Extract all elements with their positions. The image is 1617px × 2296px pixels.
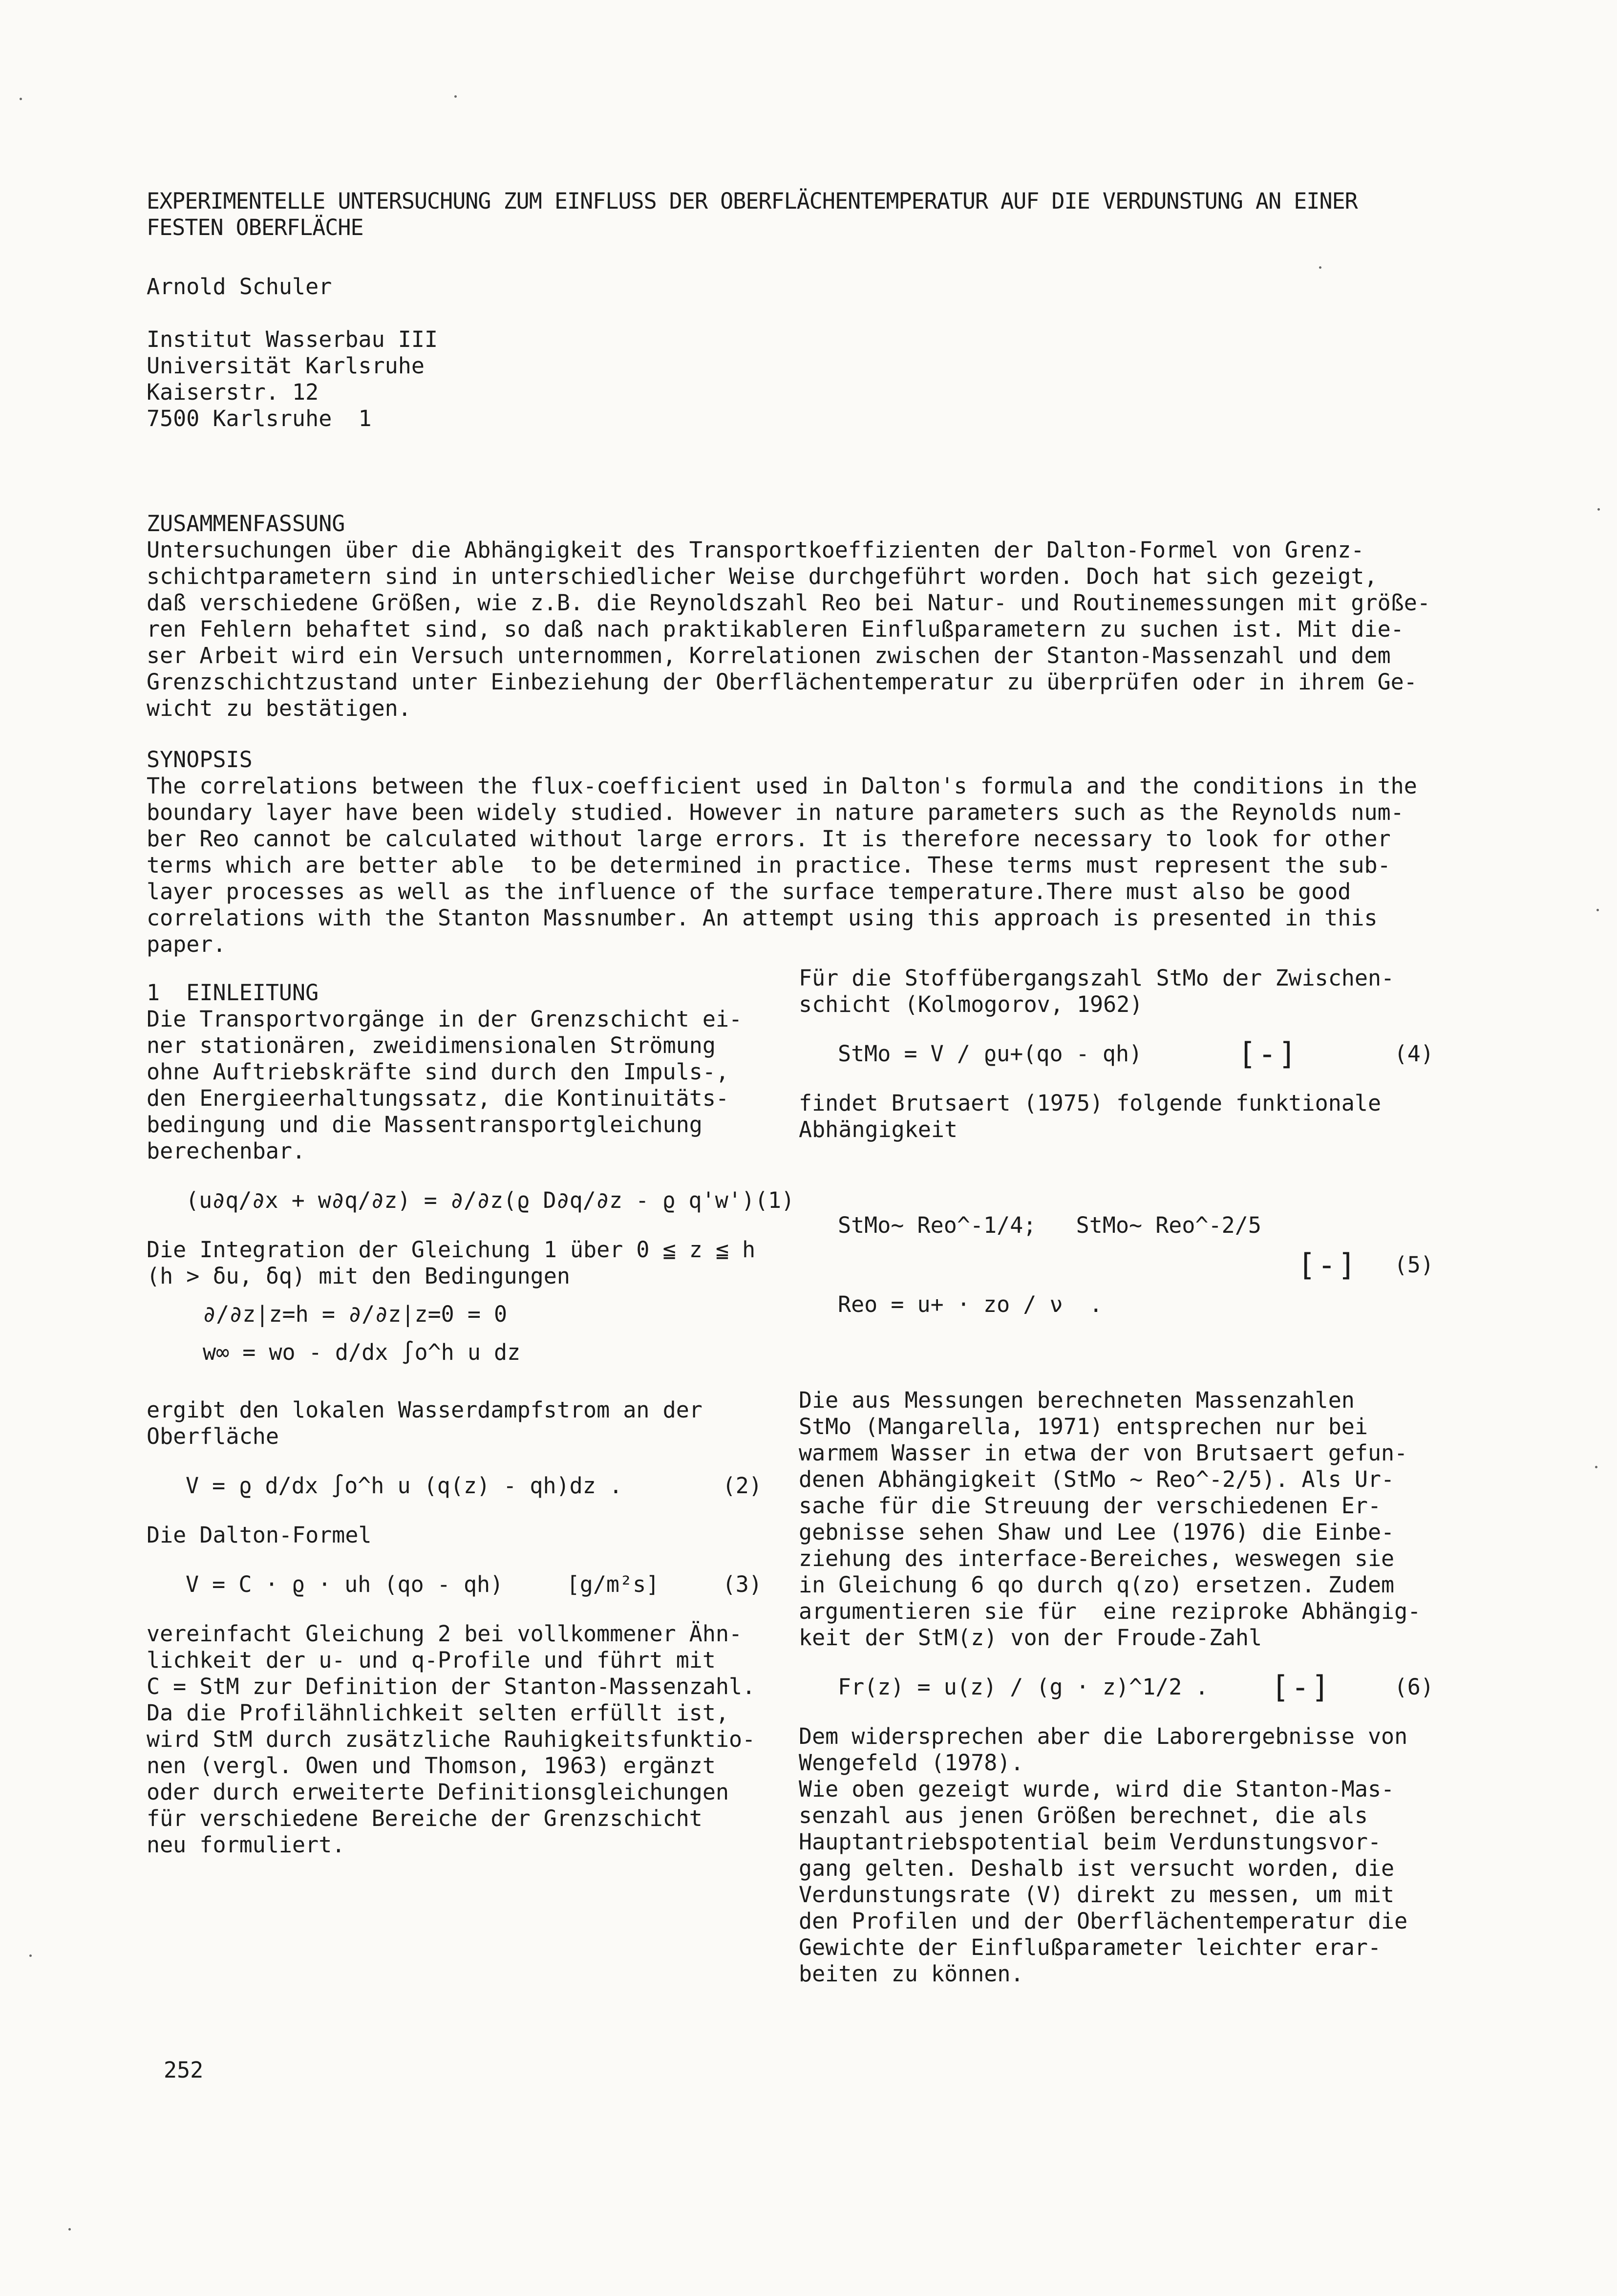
synopsis-line: layer processes as well as the influence of the surface temperature.There must also be good xyxy=(147,879,1351,904)
abstract-line: daß verschiedene Größen, wie z.B. die Reynoldszahl Reo bei Natur- und Routinemessungen mit größe- xyxy=(147,590,1430,616)
equation-5 xyxy=(799,1159,1434,1371)
equation-number: (5) xyxy=(1394,1252,1434,1278)
body-line: lichkeit der u- und q-Profile und führt mit xyxy=(147,1647,716,1673)
scan-speck xyxy=(1595,1466,1597,1468)
address-line: 7500 Karlsruhe 1 xyxy=(147,406,372,431)
title-line: EXPERIMENTELLE UNTERSUCHUNG ZUM EINFLUSS DER OBERFLÄCHENTEMPERATUR AUF DIE VERDUNSTUNG AN EINER xyxy=(147,188,1358,214)
right-column xyxy=(799,965,1434,1987)
body-line: gebnisse sehen Shaw und Lee (1976) die Einbe- xyxy=(799,1519,1395,1545)
scan-speck xyxy=(454,95,457,98)
synopsis-line: paper. xyxy=(147,931,226,957)
left-column xyxy=(147,980,795,1858)
body-line: Wie oben gezeigt wurde, wird die Stanton-Mas- xyxy=(799,1776,1395,1802)
abstract-line: schichtparametern sind in unterschiedlicher Weise durchgeführt worden. Doch hat sich gezeigt, xyxy=(147,563,1378,589)
body-line: Da die Profilähnlichkeit selten erfüllt ist, xyxy=(147,1700,729,1726)
body-line: Abhängigkeit xyxy=(799,1116,958,1142)
body-line: Gewichte der Einflußparameter leichter erar- xyxy=(799,1934,1382,1960)
body-line: schicht (Kolmogorov, 1962) xyxy=(799,991,1143,1017)
body-line: bedingung und die Massentransportgleichung xyxy=(147,1112,702,1137)
body-line: ziehung des interface-Bereiches, weswegen sie xyxy=(799,1545,1395,1571)
equation-number: (1) xyxy=(754,1187,795,1213)
body-line: keit der StM(z) von der Froude-Zahl xyxy=(799,1625,1262,1651)
abstract-line: ren Fehlern behaftet sind, so daß nach praktikableren Einflußparametern zu suchen ist. Mit die- xyxy=(147,616,1404,642)
body-line: beiten zu können. xyxy=(799,1961,1024,1987)
address-line: Kaiserstr. 12 xyxy=(147,379,319,405)
abstract-line: Untersuchungen über die Abhängigkeit des Transportkoeffizienten der Dalton-Formel von Grenz- xyxy=(147,537,1364,563)
body-line: Die aus Messungen berechneten Massenzahlen xyxy=(799,1387,1355,1413)
body-line: Oberfläche xyxy=(147,1423,279,1449)
title-line: FESTEN OBERFLÄCHE xyxy=(147,215,363,240)
synopsis-line: boundary layer have been widely studied. However in nature parameters such as the Reynolds num- xyxy=(147,799,1404,825)
scan-speck xyxy=(20,98,22,100)
scan-speck xyxy=(1596,909,1599,911)
section-heading: 1 EINLEITUNG xyxy=(147,980,319,1006)
equation-3 xyxy=(147,1565,762,1604)
body-line: Die Integration der Gleichung 1 über 0 ≦ z ≦ h xyxy=(147,1237,756,1263)
equation-6 xyxy=(799,1668,1434,1707)
body-line: ner stationären, zweidimensionalen Strömung xyxy=(147,1032,716,1058)
body-line: den Profilen und der Oberflächentemperatur die xyxy=(799,1908,1408,1934)
equation-expression: (u∂q/∂x + w∂q/∂z) = ∂/∂z(ϱ D∂q/∂z - ϱ q'w') xyxy=(186,1187,755,1213)
body-line: Für die Stoffübergangszahl StMo der Zwischen- xyxy=(799,965,1395,991)
body-line: wird StM durch zusätzliche Rauhigkeitsfunktio- xyxy=(147,1726,756,1752)
body-line: Wengefeld (1978). xyxy=(799,1750,1024,1776)
scan-speck xyxy=(1597,508,1600,511)
equation-4 xyxy=(799,1034,1434,1073)
body-line: denen Abhängigkeit (StMo ~ Reo^-2/5). Als Ur- xyxy=(799,1466,1395,1492)
equation-2 xyxy=(147,1466,762,1505)
body-line: C = StM zur Definition der Stanton-Massenzahl. xyxy=(147,1674,756,1699)
body-line: argumentieren sie für eine reziproke Abhängig- xyxy=(799,1598,1421,1624)
scan-speck xyxy=(1319,266,1321,269)
body-line: den Energieerhaltungssatz, die Kontinuitäts- xyxy=(147,1085,729,1111)
equation-unit: [-] xyxy=(1271,1669,1332,1705)
abstract-line: Grenzschichtzustand unter Einbeziehung der Oberflächentemperatur zu überprüfen oder in ihrem Ge- xyxy=(147,669,1417,695)
body-line: für verschiedene Bereiche der Grenzschicht xyxy=(147,1805,702,1831)
body-line: Verdunstungsrate (V) direkt zu messen, um mit xyxy=(799,1882,1395,1908)
equation-expression: StMo = V / ϱu+(qo - qh) xyxy=(838,1041,1143,1067)
abstract-german xyxy=(147,511,1441,722)
body-line: neu formuliert. xyxy=(147,1832,345,1858)
equation-number: (4) xyxy=(1394,1041,1434,1067)
body-line: warmem Wasser in etwa der von Brutsaert gefun- xyxy=(799,1440,1408,1466)
body-line: Die Dalton-Formel xyxy=(147,1522,372,1548)
author-address xyxy=(147,326,438,432)
equation-unit: [g/m²s] xyxy=(566,1571,660,1597)
scan-speck xyxy=(68,2228,71,2231)
scan-speck xyxy=(29,1954,32,1957)
body-line: sache für die Streuung der verschiedenen Er- xyxy=(799,1493,1382,1519)
body-line: Dem widersprechen aber die Laborergebnisse von xyxy=(799,1723,1408,1749)
abstract-english xyxy=(147,747,1441,958)
abstract-heading: ZUSAMMENFASSUNG xyxy=(147,511,345,536)
equation-line: Reo = u+ · zo / ν . xyxy=(838,1291,1103,1317)
body-line: in Gleichung 6 qo durch q(zo) ersetzen. Zudem xyxy=(799,1572,1395,1598)
body-line: nen (vergl. Owen und Thomson, 1963) ergänzt xyxy=(147,1753,716,1779)
equation-line: StMo~ Reo^-1/4; StMo~ Reo^-2/5 xyxy=(838,1212,1261,1238)
abstract-line: wicht zu bestätigen. xyxy=(147,695,411,721)
author-name: Arnold Schuler xyxy=(147,274,332,300)
boundary-condition: ∂/∂z|z=h = ∂/∂z|z=0 = 0 xyxy=(203,1301,508,1327)
equation-unit: [-] xyxy=(1297,1247,1358,1283)
body-line: StMo (Mangarella, 1971) entsprechen nur bei xyxy=(799,1414,1368,1439)
boundary-condition: w∞ = wo - d/dx ∫o^h u dz xyxy=(203,1339,521,1365)
equation-expression: Fr(z) = u(z) / (g · z)^1/2 . xyxy=(838,1674,1209,1700)
address-line: Institut Wasserbau III xyxy=(147,326,438,352)
equation-1 xyxy=(147,1181,795,1220)
body-line: ergibt den lokalen Wasserdampfstrom an der xyxy=(147,1397,702,1423)
address-line: Universität Karlsruhe xyxy=(147,353,425,379)
equation-number: (2) xyxy=(722,1473,762,1499)
equation-unit: [-] xyxy=(1237,1036,1298,1072)
body-line: ohne Auftriebskräfte sind durch den Impuls-, xyxy=(147,1059,729,1085)
synopsis-line: correlations with the Stanton Massnumber. An attempt using this approach is presented in this xyxy=(147,905,1378,931)
equation-number: (3) xyxy=(722,1571,762,1597)
equation-expression: V = C · ϱ · uh (qo - qh) xyxy=(186,1571,504,1597)
page-number: 252 xyxy=(164,2057,204,2083)
body-line: findet Brutsaert (1975) folgende funktionale xyxy=(799,1090,1382,1116)
body-line: (h > δu, δq) mit den Bedingungen xyxy=(147,1263,570,1289)
body-line: berechenbar. xyxy=(147,1138,306,1164)
synopsis-heading: SYNOPSIS xyxy=(147,747,253,772)
synopsis-line: ber Reo cannot be calculated without large errors. It is therefore necessary to look for other xyxy=(147,826,1391,852)
body-line: senzahl aus jenen Größen berechnet, die als xyxy=(799,1802,1368,1828)
body-line: gang gelten. Deshalb ist versucht worden, die xyxy=(799,1855,1395,1881)
abstract-line: ser Arbeit wird ein Versuch unternommen, Korrelationen zwischen der Stanton-Massenzahl und dem xyxy=(147,643,1391,668)
body-line: Die Transportvorgänge in der Grenzschicht ei- xyxy=(147,1006,743,1032)
synopsis-line: terms which are better able to be determined in practice. These terms must represent the sub- xyxy=(147,852,1391,878)
body-line: vereinfacht Gleichung 2 bei vollkommener Ähn- xyxy=(147,1621,743,1647)
body-line: oder durch erweiterte Definitionsgleichungen xyxy=(147,1779,729,1805)
equation-number: (6) xyxy=(1394,1674,1434,1700)
paper-title xyxy=(147,188,1417,241)
body-line: Hauptantriebspotential beim Verdunstungsvor- xyxy=(799,1829,1382,1855)
equation-expression xyxy=(799,1159,1261,1371)
equation-expression: V = ϱ d/dx ∫o^h u (q(z) - qh)dz . xyxy=(186,1473,623,1499)
synopsis-line: The correlations between the flux-coefficient used in Dalton's formula and the conditions in the xyxy=(147,773,1417,799)
